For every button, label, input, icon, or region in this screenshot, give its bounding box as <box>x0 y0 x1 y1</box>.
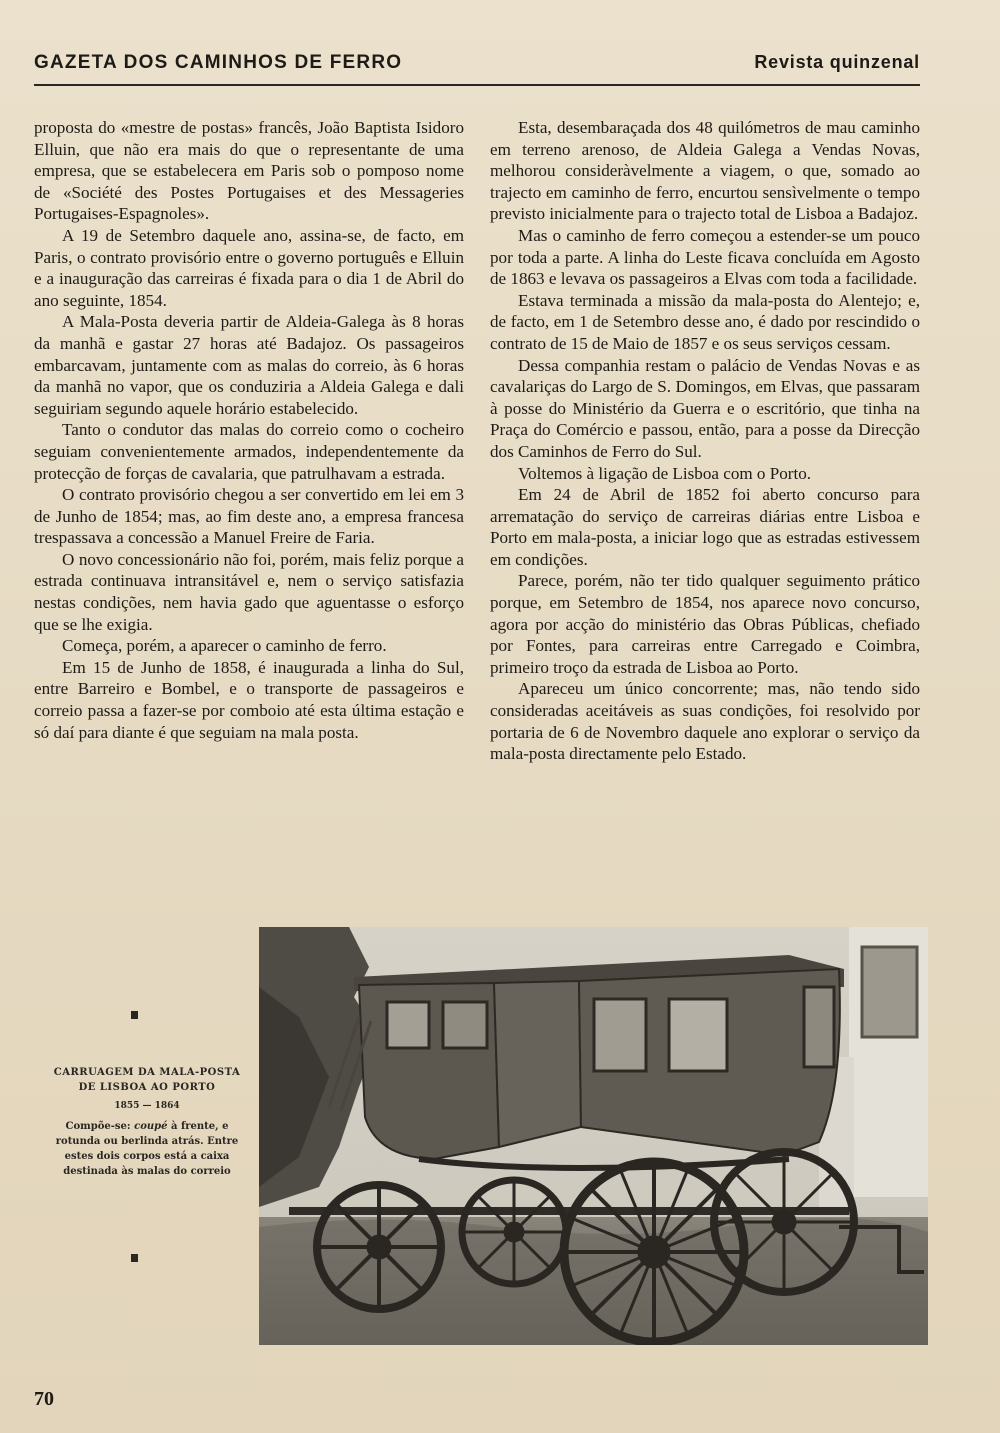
carriage-photo <box>259 927 928 1345</box>
mail-coach-illustration <box>259 927 928 1345</box>
paragraph: Mas o caminho de ferro começou a estender-se um pouco por toda a parte. A linha do Leste ficava concluída em Agosto de 1863 e levava os passageiros a Elvas com toda a facilidade. <box>490 225 920 289</box>
paragraph: Tanto o condutor das malas do correio como o cocheiro seguiam convenientemente armados, independentemente da protecção de forças de cavalaria, que patrulhavam a estrada. <box>34 420 464 483</box>
paragraph: Apareceu um único concorrente; mas, não tendo sido consideradas aceitáveis as suas condições, foi resolvido por portaria de 6 de Novembro daquele ano explorar o serviço da mala-posta directamente pelo Estado. <box>490 679 920 764</box>
caption-years: 1855 — 1864 <box>114 1101 180 1111</box>
page-number: 70 <box>34 1388 54 1410</box>
paragraph: Em 15 de Junho de 1858, é inaugurada a linha do Sul, entre Barreiro e Bombel, e o transporte de passageiros e correio passa a fazer-se por comboio até esta última estação e só daí para diante é que seguiam na mala posta. <box>34 657 464 742</box>
paragraph: O novo concessionário não foi, porém, mais feliz porque a estrada continuava intransitável e, nem o serviço satisfazia nestas condições, nem havia gado que aguentasse o esforço que se lhe exigia. <box>34 549 464 634</box>
caption-body <box>52 1119 242 1179</box>
caption-title-line: DE LISBOA AO PORTO <box>78 1082 216 1093</box>
paragraph: Esta, desembaraçada dos 48 quilómetros de mau caminho em terreno arenoso, de Aldeia Galega a Vendas Novas, melhorou consideràvelmente a viagem, o que, somado ao trajecto em caminho de ferro, encurtou sensìvelmente o tempo previsto inicialmente para o trajecto total de Lisboa a Badajoz. <box>490 118 920 224</box>
caption-title <box>52 1065 242 1095</box>
paragraph: Em 24 de Abril de 1852 foi aberto concurso para arrematação do serviço de carreiras diárias entre Lisboa e Porto em mala-posta, a iniciar logo que as estradas estivessem em condições. <box>490 485 920 569</box>
caption-bullet-bottom <box>131 1254 138 1262</box>
caption-bullet-top <box>131 1011 138 1019</box>
paragraph: A 19 de Setembro daquele ano, assina-se, de facto, em Paris, o contrato provisório entre o governo português e Elluin e a inauguração das carreiras é fixada para o dia 1 de Abril do ano seguinte, 1854. <box>34 225 464 310</box>
paragraph: Parece, porém, não ter tido qualquer seguimento prático porque, em Setembro de 1854, nos aparece novo concurso, agora por acção do ministério das Obras Públicas, chefiado por Fontes, para carreiras entre Carregado e Coimbra, primeiro troço da estrada de Lisboa ao Porto. <box>490 571 920 677</box>
magazine-title: GAZETA DOS CAMINHOS DE FERRO <box>34 52 403 73</box>
paragraph: O contrato provisório chegou a ser convertido em lei em 3 de Junho de 1854; mas, ao fim deste ano, a empresa francesa trespassava a concessão a Manuel Freire de Faria. <box>34 485 464 548</box>
paragraph: Dessa companhia restam o palácio de Vendas Novas e as cavalariças do Largo de S. Domingos, em Elvas, que passaram à posse do Ministério da Guerra e o escritório, que tinha na Praça do Comércio e passou, então, para a posse da Direcção dos Caminhos de Ferro do Sul. <box>490 355 920 461</box>
caption-body-rest: à frente, e rotunda ou berlinda atrás. Entre estes dois corpos está a caixa destinada às malas do correio <box>55 1121 239 1177</box>
left-text-column <box>34 117 464 743</box>
paragraph: Começa, porém, a aparecer o caminho de ferro. <box>62 636 387 656</box>
paragraph: Voltemos à ligação de Lisboa com o Porto. <box>518 463 812 483</box>
paragraph: A Mala-Posta deveria partir de Aldeia-Galega às 8 horas da manhã e gastar 27 horas até Badajoz. Os passageiros embarcavam, juntamente com as malas do correio, às 6 horas da manhã no vapor, que os conduziria a Aldeia Galega e dali seguiriam segundo aquele horário estabelecido. <box>34 312 464 418</box>
caption-body-prefix: Compõe-se: <box>65 1121 135 1132</box>
magazine-subtitle: Revista quinzenal <box>754 52 920 72</box>
page-header <box>34 52 920 86</box>
caption-title-line: CARRUAGEM DA MALA-POSTA <box>53 1067 241 1078</box>
paragraph: proposta do «mestre de postas» francês, João Baptista Isidoro Elluin, que não era mais do que o representante de uma empresa, que se estabelecera em Paris sob o pomposo nome de «Société des Postes Portugaises et des Messageries Portugaises-Espagnoles». <box>34 118 464 224</box>
right-text-column <box>490 117 920 765</box>
paragraph: Estava terminada a missão da mala-posta do Alentejo; e, de facto, em 1 de Setembro desse ano, é dado por rescindido o contrato de 15 de Maio de 1857 e os seus serviços cessam. <box>490 290 920 353</box>
caption-body-coupe: coupé <box>134 1121 168 1132</box>
photo-caption <box>52 1065 242 1179</box>
